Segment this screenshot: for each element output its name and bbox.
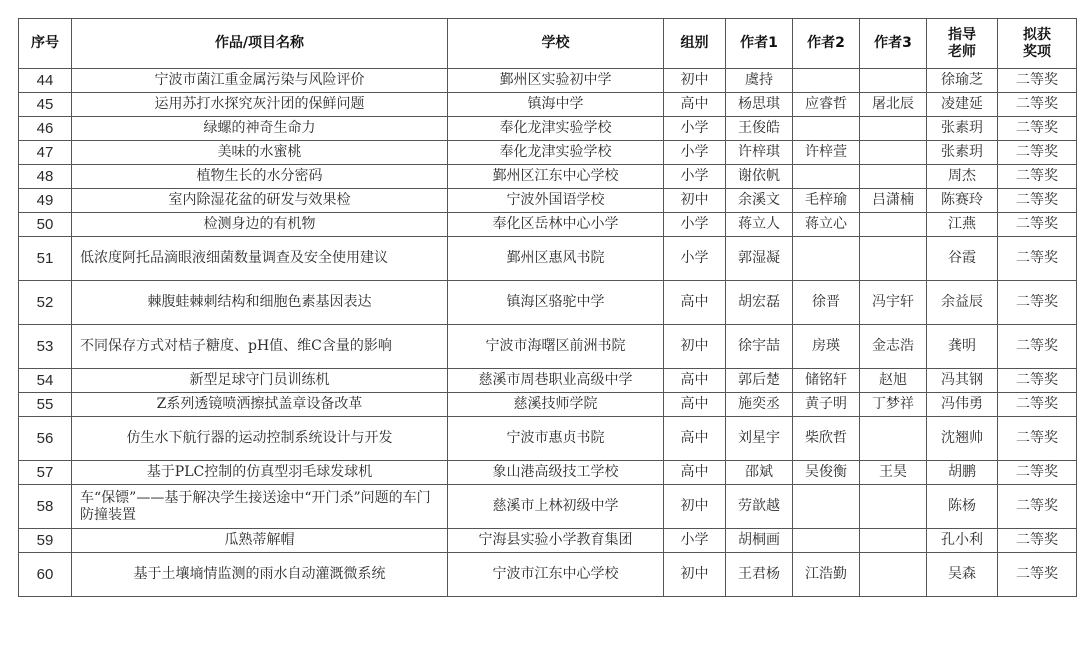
group-level: 初中 [664, 485, 726, 529]
table-row [19, 393, 1077, 417]
row-number: 57 [19, 461, 72, 485]
header-award-line2: 奖项 [1023, 43, 1051, 60]
author-1: 郭后楚 [726, 369, 793, 393]
table-row [19, 325, 1077, 369]
group-level: 小学 [664, 529, 726, 553]
author-2 [793, 529, 860, 553]
author-3: 金志浩 [860, 325, 927, 369]
school-name: 奉化龙津实验学校 [448, 117, 664, 141]
award-list-sheet [18, 18, 1077, 597]
author-3 [860, 485, 927, 529]
advisor-name: 江燕 [927, 213, 998, 237]
table-row [19, 165, 1077, 189]
group-level: 高中 [664, 93, 726, 117]
table-row [19, 141, 1077, 165]
school-name: 慈溪市上林初级中学 [448, 485, 664, 529]
header-author1: 作者1 [726, 19, 793, 69]
award-level: 二等奖 [998, 325, 1077, 369]
header-award [998, 19, 1077, 69]
table-row [19, 117, 1077, 141]
author-1: 谢依帆 [726, 165, 793, 189]
advisor-name: 冯伟勇 [927, 393, 998, 417]
author-1: 蒋立人 [726, 213, 793, 237]
advisor-name: 余益辰 [927, 281, 998, 325]
author-2: 应睿哲 [793, 93, 860, 117]
author-3 [860, 141, 927, 165]
author-2: 蒋立心 [793, 213, 860, 237]
award-level: 二等奖 [998, 281, 1077, 325]
table-row [19, 553, 1077, 597]
award-level: 二等奖 [998, 189, 1077, 213]
table-row [19, 189, 1077, 213]
project-title: 检测身边的有机物 [72, 213, 448, 237]
school-name: 奉化龙津实验学校 [448, 141, 664, 165]
author-3 [860, 213, 927, 237]
project-title: 基于PLC控制的仿真型羽毛球发球机 [72, 461, 448, 485]
group-level: 初中 [664, 189, 726, 213]
author-2 [793, 117, 860, 141]
author-3: 吕潇楠 [860, 189, 927, 213]
school-name: 宁波外国语学校 [448, 189, 664, 213]
author-2: 黄子明 [793, 393, 860, 417]
project-title: 植物生长的水分密码 [72, 165, 448, 189]
author-1: 邵斌 [726, 461, 793, 485]
group-level: 小学 [664, 165, 726, 189]
project-title: Z系列透镜喷洒擦拭盖章设备改革 [72, 393, 448, 417]
group-level: 初中 [664, 69, 726, 93]
table-row [19, 69, 1077, 93]
row-number: 45 [19, 93, 72, 117]
author-2: 吴俊衡 [793, 461, 860, 485]
group-level: 高中 [664, 461, 726, 485]
author-1: 胡桐画 [726, 529, 793, 553]
group-level: 初中 [664, 325, 726, 369]
group-level: 小学 [664, 237, 726, 281]
row-number: 51 [19, 237, 72, 281]
school-name: 象山港高级技工学校 [448, 461, 664, 485]
group-level: 小学 [664, 141, 726, 165]
project-title: 绿螺的神奇生命力 [72, 117, 448, 141]
author-2: 江浩勤 [793, 553, 860, 597]
project-title: 棘腹蛙棘刺结构和细胞色素基因表达 [72, 281, 448, 325]
author-2 [793, 165, 860, 189]
table-row [19, 237, 1077, 281]
author-2: 许梓萱 [793, 141, 860, 165]
project-title: 新型足球守门员训练机 [72, 369, 448, 393]
row-number: 47 [19, 141, 72, 165]
author-2: 房瑛 [793, 325, 860, 369]
header-award-line1: 拟获 [1023, 26, 1051, 43]
author-1: 王君杨 [726, 553, 793, 597]
school-name: 慈溪市周巷职业高级中学 [448, 369, 664, 393]
group-level: 高中 [664, 417, 726, 461]
author-3: 冯宇轩 [860, 281, 927, 325]
author-1: 虞持 [726, 69, 793, 93]
author-1: 许梓琪 [726, 141, 793, 165]
advisor-name: 张素玥 [927, 141, 998, 165]
author-2 [793, 485, 860, 529]
author-3 [860, 117, 927, 141]
author-1: 胡宏磊 [726, 281, 793, 325]
advisor-name: 陈杨 [927, 485, 998, 529]
author-1: 施奕丞 [726, 393, 793, 417]
author-1: 徐宇喆 [726, 325, 793, 369]
award-level: 二等奖 [998, 93, 1077, 117]
school-name: 宁波市江东中心学校 [448, 553, 664, 597]
award-level: 二等奖 [998, 369, 1077, 393]
school-name: 鄞州区实验初中学 [448, 69, 664, 93]
advisor-name: 吴森 [927, 553, 998, 597]
award-level: 二等奖 [998, 417, 1077, 461]
school-name: 鄞州区惠风书院 [448, 237, 664, 281]
school-name: 慈溪技师学院 [448, 393, 664, 417]
table-row [19, 485, 1077, 529]
advisor-name: 龚明 [927, 325, 998, 369]
advisor-name: 谷霞 [927, 237, 998, 281]
header-group: 组别 [664, 19, 726, 69]
table-row [19, 369, 1077, 393]
advisor-name: 孔小利 [927, 529, 998, 553]
award-level: 二等奖 [998, 237, 1077, 281]
advisor-name: 陈赛玲 [927, 189, 998, 213]
author-2: 徐晋 [793, 281, 860, 325]
project-title: 宁波市菌江重金属污染与风险评价 [72, 69, 448, 93]
award-level: 二等奖 [998, 141, 1077, 165]
row-number: 55 [19, 393, 72, 417]
row-number: 54 [19, 369, 72, 393]
row-number: 52 [19, 281, 72, 325]
header-school: 学校 [448, 19, 664, 69]
table-body [19, 69, 1077, 597]
row-number: 48 [19, 165, 72, 189]
project-title: 室内除湿花盆的研发与效果检 [72, 189, 448, 213]
group-level: 初中 [664, 553, 726, 597]
row-number: 60 [19, 553, 72, 597]
author-1: 郭湿凝 [726, 237, 793, 281]
group-level: 高中 [664, 281, 726, 325]
row-number: 44 [19, 69, 72, 93]
author-3 [860, 553, 927, 597]
school-name: 奉化区岳林中心小学 [448, 213, 664, 237]
table-row [19, 213, 1077, 237]
table-row [19, 461, 1077, 485]
table-header-row [19, 19, 1077, 69]
author-3 [860, 165, 927, 189]
award-level: 二等奖 [998, 117, 1077, 141]
award-level: 二等奖 [998, 553, 1077, 597]
award-level: 二等奖 [998, 213, 1077, 237]
advisor-name: 徐瑜芝 [927, 69, 998, 93]
school-name: 镇海区骆驼中学 [448, 281, 664, 325]
project-title: 美味的水蜜桃 [72, 141, 448, 165]
advisor-name: 冯其钢 [927, 369, 998, 393]
award-level: 二等奖 [998, 69, 1077, 93]
group-level: 高中 [664, 393, 726, 417]
award-level: 二等奖 [998, 393, 1077, 417]
advisor-name: 沈翘帅 [927, 417, 998, 461]
school-name: 宁波市海曙区前洲书院 [448, 325, 664, 369]
table-row [19, 281, 1077, 325]
advisor-name: 凌建延 [927, 93, 998, 117]
author-2: 柴欣哲 [793, 417, 860, 461]
author-2: 储铭轩 [793, 369, 860, 393]
table-row [19, 93, 1077, 117]
row-number: 56 [19, 417, 72, 461]
row-number: 53 [19, 325, 72, 369]
award-level: 二等奖 [998, 461, 1077, 485]
group-level: 小学 [664, 117, 726, 141]
header-title: 作品/项目名称 [72, 19, 448, 69]
author-3: 屠北辰 [860, 93, 927, 117]
header-advisor-line2: 老师 [948, 43, 976, 60]
author-1: 刘星宇 [726, 417, 793, 461]
author-2 [793, 237, 860, 281]
row-number: 58 [19, 485, 72, 529]
school-name: 宁波市惠贞书院 [448, 417, 664, 461]
author-1: 劳歆越 [726, 485, 793, 529]
project-title: 车“保镖”——基于解决学生接送途中“开门杀”问题的车门防撞装置 [72, 485, 448, 529]
author-3: 赵旭 [860, 369, 927, 393]
table-row [19, 417, 1077, 461]
author-3: 丁梦祥 [860, 393, 927, 417]
project-title: 瓜熟蒂解帽 [72, 529, 448, 553]
row-number: 50 [19, 213, 72, 237]
school-name: 鄞州区江东中心学校 [448, 165, 664, 189]
school-name: 宁海县实验小学教育集团 [448, 529, 664, 553]
award-level: 二等奖 [998, 165, 1077, 189]
header-advisor [927, 19, 998, 69]
author-3 [860, 417, 927, 461]
header-author2: 作者2 [793, 19, 860, 69]
project-title: 不同保存方式对桔子糖度、pH值、维C含量的影响 [72, 325, 448, 369]
row-number: 49 [19, 189, 72, 213]
project-title: 基于土壤墒情监测的雨水自动灌溉微系统 [72, 553, 448, 597]
header-author3: 作者3 [860, 19, 927, 69]
advisor-name: 胡鹏 [927, 461, 998, 485]
author-1: 余溪文 [726, 189, 793, 213]
school-name: 镇海中学 [448, 93, 664, 117]
author-1: 王俊皓 [726, 117, 793, 141]
author-3: 王昊 [860, 461, 927, 485]
advisor-name: 张素玥 [927, 117, 998, 141]
row-number: 46 [19, 117, 72, 141]
table-row [19, 529, 1077, 553]
header-advisor-line1: 指导 [948, 26, 976, 43]
award-table [18, 18, 1077, 597]
header-no: 序号 [19, 19, 72, 69]
author-3 [860, 529, 927, 553]
project-title: 低浓度阿托品滴眼液细菌数量调查及安全使用建议 [72, 237, 448, 281]
group-level: 小学 [664, 213, 726, 237]
award-level: 二等奖 [998, 529, 1077, 553]
author-2 [793, 69, 860, 93]
author-3 [860, 69, 927, 93]
advisor-name: 周杰 [927, 165, 998, 189]
project-title: 运用苏打水探究灰汁团的保鲜问题 [72, 93, 448, 117]
author-3 [860, 237, 927, 281]
author-2: 毛梓瑜 [793, 189, 860, 213]
group-level: 高中 [664, 369, 726, 393]
row-number: 59 [19, 529, 72, 553]
author-1: 杨思琪 [726, 93, 793, 117]
project-title: 仿生水下航行器的运动控制系统设计与开发 [72, 417, 448, 461]
award-level: 二等奖 [998, 485, 1077, 529]
